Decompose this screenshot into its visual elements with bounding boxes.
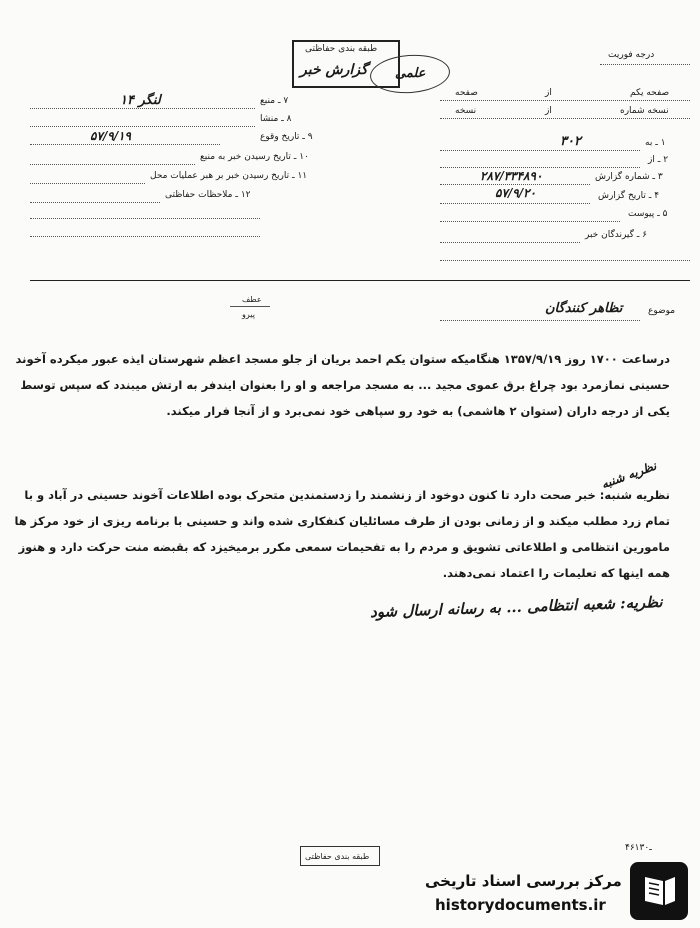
watermark-url[interactable]: historydocuments.ir (435, 896, 606, 914)
field-line (440, 242, 580, 243)
header-divider (30, 280, 690, 281)
field-line (30, 126, 255, 127)
priority-line (600, 64, 690, 65)
classification-box (300, 846, 380, 866)
field-arrival-source-label: ۱۰ ـ تاریخ رسیدن خبر به منبع (200, 152, 309, 162)
following-label: پیرو (242, 310, 255, 319)
handwritten-signature: نظریه: شعبه انتظامی ... به رسانه ارسال شود (369, 592, 663, 622)
report-paragraph-1: درساعت ۱۷۰۰ روز ۱۳۵۷/۹/۱۹ هنگامیکه ستوان یکم احمد بریان از جلو مسجد اعظم شهرستان ایذه عبور میکرده آخوند حسینی نمازمرد بود چراغ برق عموی مجید ... به مسجد مراجعه و او را بعنوان ایندفر به ارتش میبندد که سپس توسط یکی از درجه داران (ستوان ۲ هاشمی) به خود رو سپاهی خود نمی‌برد و از آنجا فرار میکند. (15, 352, 670, 418)
field-report-number-label: ۳ ـ شماره گزارش (595, 172, 663, 182)
field-line (30, 236, 260, 237)
classification-top: طبقه بندی حفاظتی (305, 44, 378, 54)
field-line (440, 100, 690, 101)
field-to-label: ۱ ـ به (645, 138, 666, 148)
field-security-label: ۱۲ ـ ملاحظات حفاظتی (165, 190, 251, 200)
report-paragraph-2: نظریه شنبه: خبر صحت دارد تا کنون دوخود از زنشمند را زدستمندین متحرک بوده اطلاعات آخوند حسینی در آباد و با تمام زرد مطلب میکند و از زمانی بودن از طرف مسائلیان کنفکاری شده واند و حسینی با برنامه ریزی از خود مرکز ها مامورین انتظامی و اطلاعاتی تشویق و مردم را به تفحیمات سمعی مکرر برمیخیزد که بقبضه منت حرکت دارد و هنوز همه اینها که تعلیمات را اعتماد نمی‌دهند. (14, 488, 670, 580)
field-report-number-value: ۲۸۷/۳۳۴۸۹۰ (480, 169, 543, 183)
field-arrival-ops-label: ۱۱ ـ تاریخ رسیدن خبر بر هبر عملیات محل (150, 171, 308, 181)
field-line (30, 202, 160, 203)
watermark-title: مرکز بررسی اسناد تاریخی (425, 872, 622, 890)
side-line (230, 306, 270, 307)
field-occurrence-label: ۹ ـ تاریخ وقوع (260, 132, 313, 142)
field-line (440, 167, 640, 168)
page-of-end: صفحه (455, 88, 478, 98)
field-from-label: ۲ ـ از (648, 155, 669, 165)
page-of-label: صفحه یکم (630, 88, 670, 98)
classification-bottom: طبقه بندی حفاظتی (305, 852, 370, 861)
field-to-value: ۳۰۲ (560, 134, 581, 149)
field-origin-label: ۸ ـ منشا (260, 114, 292, 124)
subject-label: موضوع (648, 306, 676, 316)
field-line (440, 260, 690, 261)
margin-note: نظریه شنبه (599, 458, 659, 492)
oval-stamp-text: علمی (395, 66, 426, 81)
field-source-label: ۷ ـ منبع (260, 96, 289, 106)
field-source-value: لنگر ۱۴ (120, 93, 161, 108)
field-line (440, 221, 620, 222)
copy-number-mid: از (545, 106, 552, 116)
stamp-text: گزارش خبر (300, 62, 368, 78)
field-line (30, 108, 255, 109)
history-documents-logo-icon (630, 862, 688, 920)
field-line (440, 118, 690, 119)
priority-label: درجه فوریت (608, 50, 655, 60)
field-line (440, 184, 590, 185)
copy-number-label: نسخه شماره (620, 106, 669, 116)
field-line (30, 164, 195, 165)
field-line (440, 203, 590, 204)
field-line (30, 144, 220, 145)
subject-value: تظاهر کنندگان (545, 301, 623, 316)
field-occurrence-value: ۵۷/۹/۱۹ (90, 129, 131, 143)
field-report-date-value: ۵۷/۹/۲۰ (495, 186, 536, 200)
field-line (440, 320, 640, 321)
field-report-date-label: ۴ ـ تاریخ گزارش (598, 191, 660, 201)
field-attachment-label: ۵ ـ پیوست (628, 209, 668, 219)
copy-number-end: نسخه (455, 106, 477, 116)
page-of-mid: از (545, 88, 552, 98)
page-code: ۴۶ـ۱۳۰ (625, 843, 652, 853)
reference-label: عطف (242, 295, 262, 304)
field-recipients-label: ۶ ـ گیرندگان خبر (585, 230, 648, 240)
field-line (440, 150, 640, 151)
field-line (30, 218, 260, 219)
field-line (30, 183, 145, 184)
